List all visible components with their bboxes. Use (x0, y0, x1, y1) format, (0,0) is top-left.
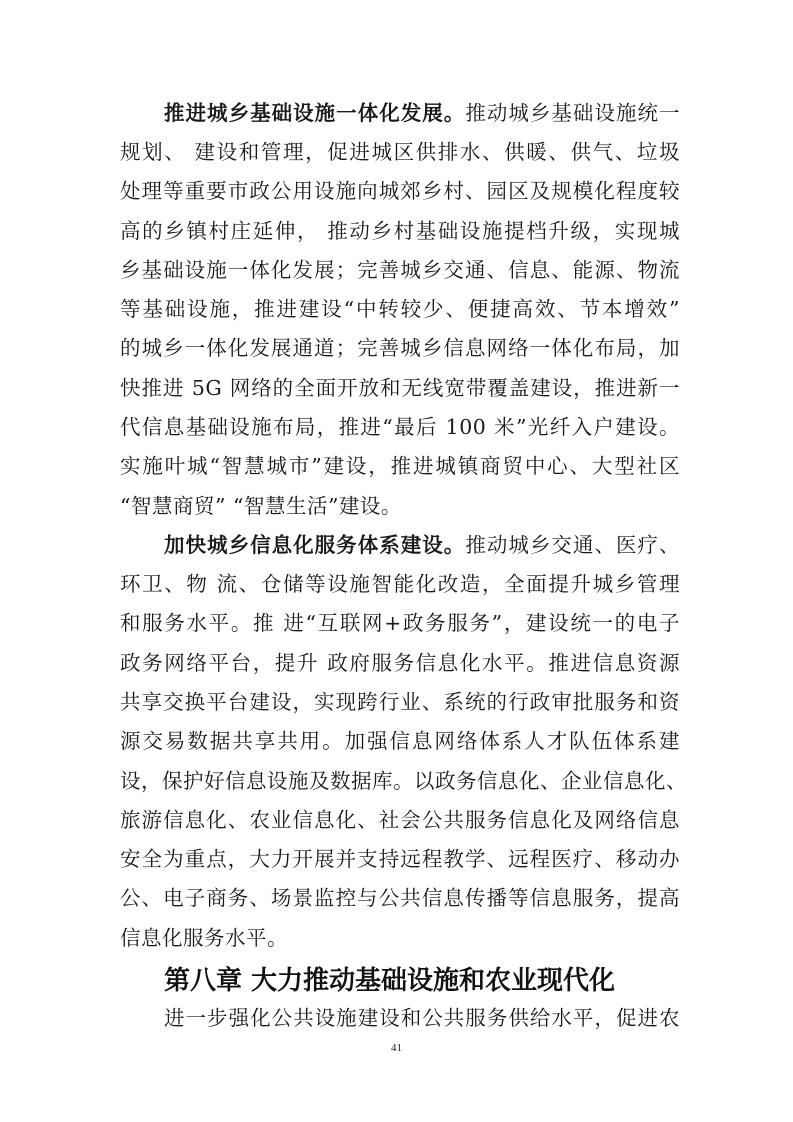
paragraph-line: 快推进 5G 网络的全面开放和无线宽带覆盖建设，推进新一 (120, 376, 680, 400)
paragraph-line: 的城乡一体化发展通道；完善城乡信息网络一体化布局，加 (120, 336, 680, 360)
paragraph-line: 安全为重点，大力开展并支持远程教学、远程医疗、移动办 (120, 847, 680, 871)
paragraph-line: 公、电子商务、场景监控与公共信息传播等信息服务，提高 (120, 886, 680, 910)
paragraph-line: 规划、 建设和管理，促进城区供排水、供暖、供气、垃圾 (120, 140, 680, 164)
paragraph-line: 设，保护好信息设施及数据库。以政务信息化、企业信息化、 (120, 769, 687, 793)
paragraph-line: 实施叶城“智慧城市”建设，推进城镇商贸中心、大型社区 (120, 454, 680, 478)
bold-lead-heading: 加快城乡信息化服务体系建设。 (164, 533, 466, 557)
bold-lead-heading: 推进城乡基础设施一体化发展。 (164, 101, 466, 125)
paragraph-line: 环卫、物 流、仓储等设施智能化改造，全面提升城乡管理 (120, 572, 680, 596)
paragraph-line: 等基础设施，推进建设“中转较少、便捷高效、节本增效” (120, 297, 680, 321)
paragraph-text: 推动城乡交通、医疗、 (465, 533, 681, 557)
page-number: 41 (391, 1042, 402, 1054)
paragraph-line: 政务网络平台，提升 政府服务信息化水平。推进信息资源 (120, 651, 680, 675)
paragraph-line: 和服务水平。推 进“互联网+政务服务”，建设统一的电子 (120, 611, 680, 635)
paragraph-line: 乡基础设施一体化发展；完善城乡交通、信息、能源、物流 (120, 258, 680, 282)
paragraph-line: 信息化服务水平。 (120, 926, 288, 950)
paragraph-text: 推动城乡基础设施统一 (465, 101, 681, 125)
paragraph-line: 代信息基础设施布局，推进“最后 100 米”光纤入户建设。 (120, 415, 680, 439)
paragraph-line (164, 531, 680, 559)
paragraph-line: 旅游信息化、农业信息化、社会公共服务信息化及网络信息 (120, 808, 680, 832)
paragraph-line: “智慧商贸” “智慧生活”建设。 (120, 494, 402, 518)
paragraph-line: 处理等重要市政公用设施向城郊乡村、园区及规模化程度较 (120, 179, 680, 203)
chapter-heading: 第八章 大力推动基础设施和农业现代化 (164, 966, 616, 996)
paragraph-line: 高的乡镇村庄延伸， 推动乡村基础设施提档升级，实现城 (120, 219, 680, 243)
paragraph-line: 共享交换平台建设，实现跨行业、系统的行政审批服务和资 (120, 690, 680, 714)
paragraph-line: 源交易数据共享共用。加强信息网络体系人才队伍体系建 (120, 729, 680, 753)
paragraph-line (164, 99, 680, 127)
paragraph-line: 进一步强化公共设施建设和公共服务供给水平，促进农 (164, 1006, 680, 1030)
